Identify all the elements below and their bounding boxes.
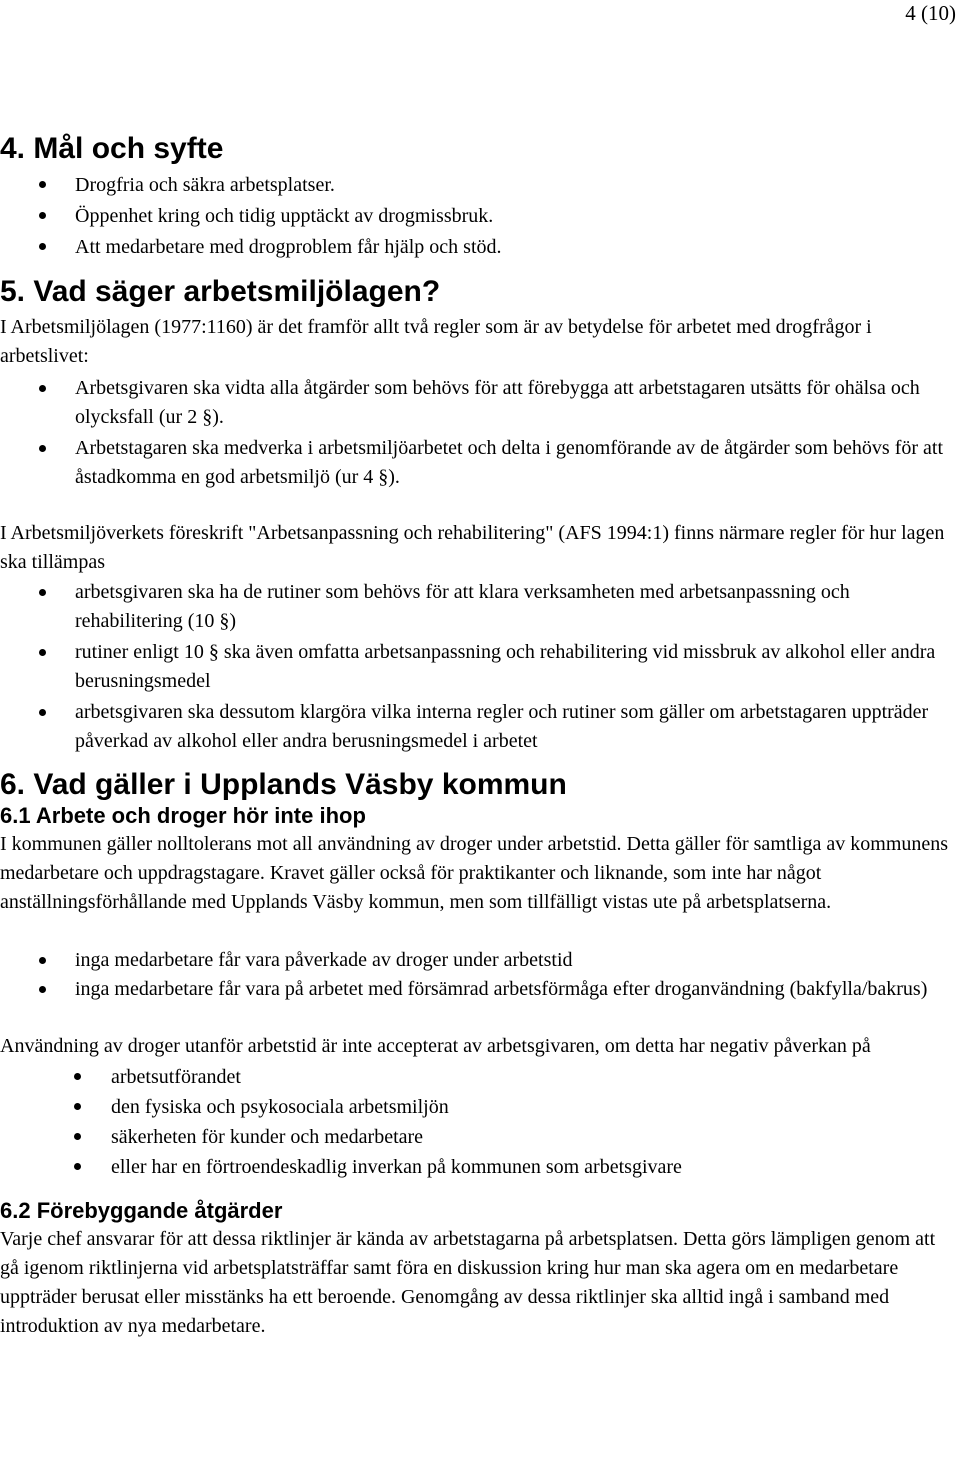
section-6-1-paragraph-2: Användning av droger utanför arbetstid är inte accepterat av arbetsgivaren, om detta har negativ påverkan på [0, 1035, 871, 1057]
list-item: arbetsgivaren ska dessutom klargöra vilka interna regler och rutiner som gäller om arbetstagaren uppträder påverkad av alkohol eller andra berusningsmedel i arbetet [0, 698, 958, 756]
list-item: rutiner enligt 10 § ska även omfatta arbetsanpassning och rehabilitering vid missbruk av alkohol eller andra berusningsmedel [0, 638, 958, 696]
list-item: säkerheten för kunder och medarbetare [0, 1122, 958, 1152]
list-item: eller har en förtroendeskadlig inverkan på kommunen som arbetsgivare [0, 1152, 958, 1182]
page-number: 4 (10) [905, 1, 956, 25]
section-6-1-list-2 [0, 1062, 958, 1182]
list-item: Arbetstagaren ska medverka i arbetsmiljöarbetet och delta i genomförande av de åtgärder som behövs för att åstadkomma en god arbetsmiljö (ur 4 §). [0, 434, 958, 492]
list-item: inga medarbetare får vara på arbetet med försämrad arbetsförmåga efter droganvändning (bakfylla/bakrus) [0, 975, 958, 1004]
section-5-list [0, 374, 958, 492]
section-5-intro: I Arbetsmiljölagen (1977:1160) är det framför allt två regler som är av betydelse för arbetet med drogfrågor i arbetslivet: [0, 316, 872, 367]
list-item: arbetsutförandet [0, 1062, 958, 1092]
section-4-heading: 4. Mål och syfte [0, 132, 224, 165]
list-item: Öppenhet kring och tidig upptäckt av drogmissbruk. [0, 201, 958, 232]
list-item: Arbetsgivaren ska vidta alla åtgärder som behövs för att förebygga att arbetstagaren utsätts för ohälsa och olycksfall (ur 2 §). [0, 374, 958, 432]
section-5-heading: 5. Vad säger arbetsmiljölagen? [0, 275, 441, 308]
section-6-1-paragraph: I kommunen gäller nolltolerans mot all användning av droger under arbetstid. Detta gäller för samtliga av kommunens medarbetare och uppdragstagare. Kravet gäller också för praktikanter och liknande, som inte har något anställningsförhållande med Upplands Väsby kommun, men som tillfälligt vistas ute på arbetsplatserna. [0, 833, 949, 913]
section-6-2-heading: 6.2 Förebyggande åtgärder [0, 1198, 283, 1223]
afs-intro: I Arbetsmiljöverkets föreskrift "Arbetsanpassning och rehabilitering" (AFS 1994:1) finns närmare regler för hur lagen ska tillämpas [0, 522, 945, 573]
section-6-1-list [0, 946, 958, 1004]
list-item: Drogfria och säkra arbetsplatser. [0, 170, 958, 201]
section-6-heading: 6. Vad gäller i Upplands Väsby kommun [0, 768, 567, 801]
list-item: arbetsgivaren ska ha de rutiner som behövs för att klara verksamheten med arbetsanpassning och rehabilitering (10 §) [0, 578, 958, 636]
section-6-2-paragraph: Varje chef ansvarar för att dessa riktlinjer är kända av arbetstagarna på arbetsplatsen. Detta görs lämpligen genom att gå igenom riktlinjerna vid arbetsplatsträffar samt föra en diskussion kring hur man ska agera om en medarbetare uppträder berusat eller misstänks ha ett beroende. Genomgång av dessa riktlinjer ska alltid ingå i samband med introduktion av nya medarbetare. [0, 1228, 936, 1337]
section-4-list [0, 170, 958, 263]
document-body [0, 130, 958, 1341]
list-item: Att medarbetare med drogproblem får hjälp och stöd. [0, 232, 958, 263]
list-item: den fysiska och psykosociala arbetsmiljön [0, 1092, 958, 1122]
afs-list [0, 578, 958, 756]
list-item: inga medarbetare får vara påverkade av droger under arbetstid [0, 946, 958, 975]
section-6-1-heading: 6.1 Arbete och droger hör inte ihop [0, 803, 366, 828]
